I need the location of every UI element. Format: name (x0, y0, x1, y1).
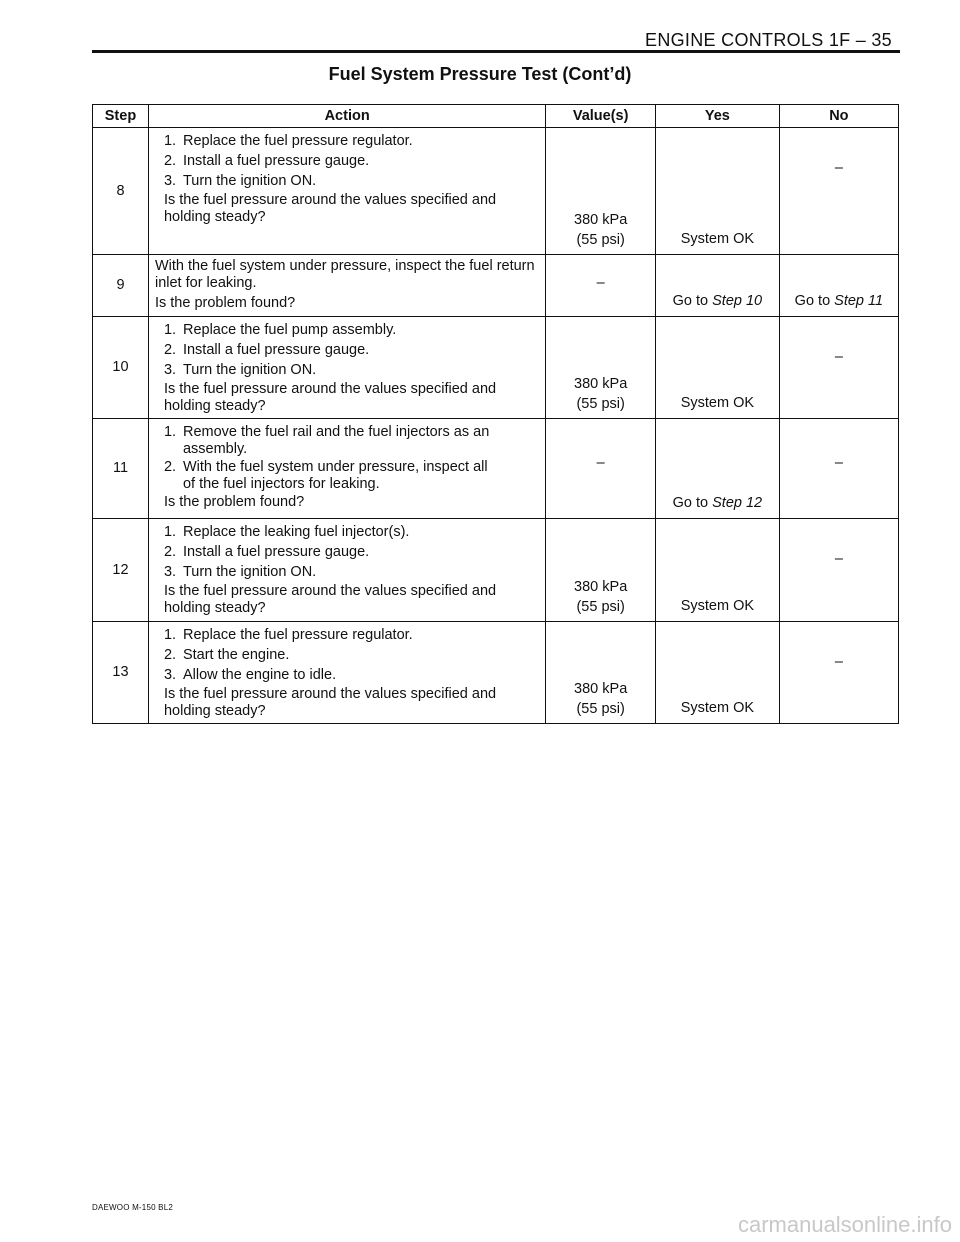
footer-code: DAEWOO M-150 BL2 (92, 1203, 174, 1212)
value-cell: 380 kPa (55 psi) (546, 519, 656, 622)
action-intro: With the fuel system under pressure, inspect the fuel return inlet for leaking. (154, 258, 535, 291)
no-cell: – (779, 128, 898, 255)
step-number: 12 (93, 519, 149, 622)
action-step: 3. Turn the ignition ON. (163, 563, 317, 580)
action-step: 1. Remove the fuel rail and the fuel injectors as an (163, 423, 490, 440)
watermark: carmanualsonline.info (737, 1212, 952, 1237)
yes-cell: System OK (656, 622, 780, 724)
step-number: 8 (93, 128, 149, 255)
no-cell: Go to Step 11 (779, 255, 898, 317)
value-cell: 380 kPa (55 psi) (546, 317, 656, 419)
table-row (93, 128, 899, 255)
step-number: 9 (93, 255, 149, 317)
yes-cell: System OK (656, 519, 780, 622)
col-header-action: Action (148, 105, 545, 128)
value-cell: – (546, 419, 656, 519)
table-row (93, 255, 899, 317)
step-number: 13 (93, 622, 149, 724)
action-question: Is the fuel pressure around the values specified and holding steady? (163, 583, 497, 616)
action-question: Is the problem found? (154, 294, 296, 311)
action-step: 2. Install a fuel pressure gauge. (163, 543, 370, 560)
action-step: 2. Install a fuel pressure gauge. (163, 341, 370, 358)
table-row (93, 419, 899, 519)
table-row (93, 317, 899, 419)
action-cell (148, 622, 545, 724)
table-row (93, 519, 899, 622)
table-row (93, 622, 899, 724)
no-cell: – (779, 622, 898, 724)
action-step: 2. Start the engine. (163, 646, 290, 663)
action-step: 1. Replace the fuel pump assembly. (163, 321, 397, 338)
action-step: 2. Install a fuel pressure gauge. (163, 152, 370, 169)
no-cell: – (779, 519, 898, 622)
value-cell: – (546, 255, 656, 317)
action-question: Is the fuel pressure around the values specified and holding steady? (163, 381, 497, 414)
action-question: Is the problem found? (163, 494, 305, 510)
step-link[interactable]: Step 12 (712, 495, 763, 511)
col-header-values: Value(s) (546, 105, 656, 128)
col-header-no: No (779, 105, 898, 128)
action-step: 3. Turn the ignition ON. (163, 361, 317, 378)
col-header-yes: Yes (656, 105, 780, 128)
header-rule (92, 50, 900, 53)
col-header-step: Step (93, 105, 149, 128)
running-header: ENGINE CONTROLS 1F – 35 (645, 30, 892, 50)
table-header-row (93, 105, 899, 128)
step-number: 10 (93, 317, 149, 419)
action-step: 1. Replace the leaking fuel injector(s). (163, 523, 410, 540)
page-title: Fuel System Pressure Test (Cont’d) (328, 64, 632, 84)
value-cell: 380 kPa (55 psi) (546, 622, 656, 724)
procedure-table (92, 104, 899, 724)
action-question: Is the fuel pressure around the values specified and holding steady? (163, 686, 497, 719)
no-cell: – (779, 317, 898, 419)
action-step: 3. Turn the ignition ON. (163, 172, 317, 189)
action-step: 2. With the fuel system under pressure, inspect all (163, 459, 488, 475)
step-link[interactable]: Step 10 (712, 293, 763, 309)
no-cell: – (779, 419, 898, 519)
action-step: 3. Allow the engine to idle. (163, 666, 337, 683)
step-number: 11 (93, 419, 149, 519)
action-cell: 1. Remove the fuel rail and the fuel injectors as an assembly. 2. With the fuel system under pressure, inspect all of the fuel injectors for leaking. Is the problem found? (148, 419, 545, 519)
action-cell (148, 519, 545, 622)
action-cell (148, 317, 545, 419)
value-cell: 380 kPa (55 psi) (546, 128, 656, 255)
step-link[interactable]: Step 11 (834, 293, 884, 309)
action-cell (148, 128, 545, 255)
action-step: 1. Replace the fuel pressure regulator. (163, 626, 413, 643)
action-step: 1. Replace the fuel pressure regulator. (163, 132, 413, 149)
yes-cell: System OK (656, 128, 780, 255)
yes-cell: Go to Step 12 (656, 419, 780, 519)
yes-cell: Go to Step 10 (656, 255, 780, 317)
yes-cell: System OK (656, 317, 780, 419)
action-cell (148, 255, 545, 317)
action-question: Is the fuel pressure around the values specified and holding steady? (163, 192, 497, 225)
